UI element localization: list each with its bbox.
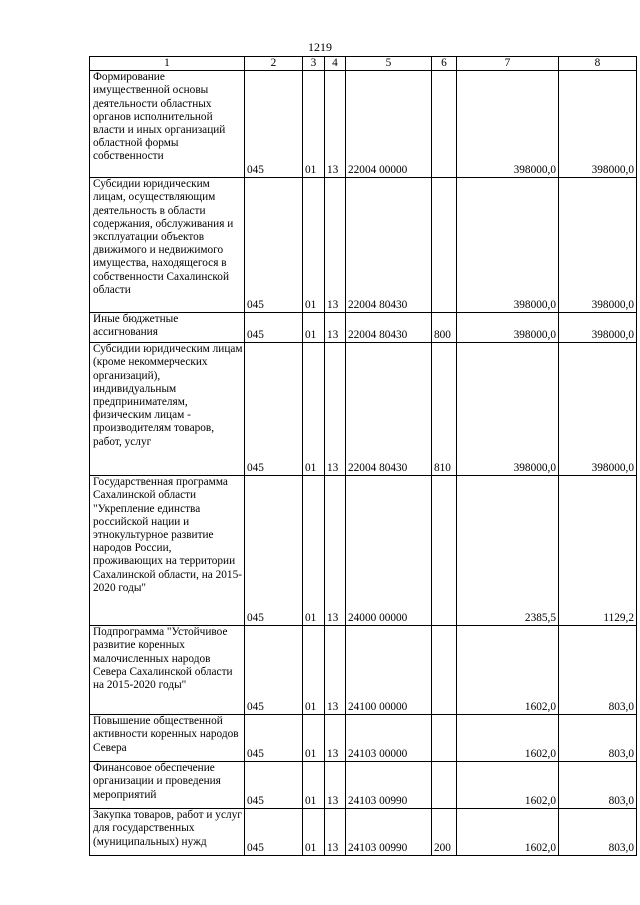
amount-col8: 398000,0 xyxy=(559,313,637,343)
amount-col7: 2385,5 xyxy=(457,476,559,626)
amount-col8: 398000,0 xyxy=(559,178,637,313)
subsection-code: 13 xyxy=(325,626,346,715)
expense-type-code xyxy=(432,178,457,313)
amount-col7: 1602,0 xyxy=(457,715,559,762)
ministry-code: 045 xyxy=(245,71,303,178)
target-article-code: 22004 00000 xyxy=(346,71,432,178)
section-code: 01 xyxy=(303,178,325,313)
header-cell: 3 xyxy=(303,57,325,71)
expense-type-code: 810 xyxy=(432,343,457,476)
table-row xyxy=(90,762,637,809)
subsection-code: 13 xyxy=(325,71,346,178)
section-code: 01 xyxy=(303,762,325,809)
expense-type-code xyxy=(432,762,457,809)
item-name: Формирование имущественной основы деятельности областных органов исполнительной власти и иных организаций областной формы собственности xyxy=(90,71,245,178)
amount-col8: 398000,0 xyxy=(559,71,637,178)
amount-col8: 803,0 xyxy=(559,809,637,856)
table-row xyxy=(90,715,637,762)
amount-col7: 398000,0 xyxy=(457,178,559,313)
subsection-code: 13 xyxy=(325,715,346,762)
header-cell: 1 xyxy=(90,57,245,71)
header-cell: 6 xyxy=(432,57,457,71)
ministry-code: 045 xyxy=(245,343,303,476)
expense-type-code xyxy=(432,71,457,178)
target-article-code: 22004 80430 xyxy=(346,343,432,476)
section-code: 01 xyxy=(303,343,325,476)
amount-col7: 1602,0 xyxy=(457,626,559,715)
subsection-code: 13 xyxy=(325,476,346,626)
target-article-code: 24100 00000 xyxy=(346,626,432,715)
table-row xyxy=(90,178,637,313)
ministry-code: 045 xyxy=(245,762,303,809)
item-name: Подпрограмма "Устойчивое развитие коренных малочисленных народов Севера Сахалинской области на 2015-2020 годы" xyxy=(90,626,245,715)
subsection-code: 13 xyxy=(325,762,346,809)
target-article-code: 24103 00990 xyxy=(346,809,432,856)
subsection-code: 13 xyxy=(325,343,346,476)
target-article-code: 22004 80430 xyxy=(346,178,432,313)
target-article-code: 22004 80430 xyxy=(346,313,432,343)
item-name: Повышение общественной активности коренных народов Севера xyxy=(90,715,245,762)
ministry-code: 045 xyxy=(245,809,303,856)
expense-type-code xyxy=(432,626,457,715)
ministry-code: 045 xyxy=(245,715,303,762)
amount-col8: 1129,2 xyxy=(559,476,637,626)
page-number: 1219 xyxy=(308,40,332,54)
subsection-code: 13 xyxy=(325,313,346,343)
ministry-code: 045 xyxy=(245,178,303,313)
item-name: Финансовое обеспечение организации и проведения мероприятий xyxy=(90,762,245,809)
item-name: Субсидии юридическим лицам (кроме некоммерческих организаций), индивидуальным предпринимателям, физическим лицам - производителям товаров, работ, услуг xyxy=(90,343,245,476)
target-article-code: 24103 00990 xyxy=(346,762,432,809)
budget-table xyxy=(89,56,637,856)
item-name: Субсидии юридическим лицам, осуществляющим деятельность в области содержания, обслуживания и эксплуатации объектов движимого и недвижимого имущества, находящегося в собственности Сахалинской области xyxy=(90,178,245,313)
section-code: 01 xyxy=(303,809,325,856)
amount-col7: 398000,0 xyxy=(457,313,559,343)
amount-col8: 398000,0 xyxy=(559,343,637,476)
table-row xyxy=(90,809,637,856)
subsection-code: 13 xyxy=(325,809,346,856)
table-header-row xyxy=(90,57,637,71)
amount-col8: 803,0 xyxy=(559,715,637,762)
table-row xyxy=(90,626,637,715)
amount-col7: 1602,0 xyxy=(457,809,559,856)
amount-col8: 803,0 xyxy=(559,626,637,715)
ministry-code: 045 xyxy=(245,626,303,715)
amount-col8: 803,0 xyxy=(559,762,637,809)
item-name: Иные бюджетные ассигнования xyxy=(90,313,245,343)
item-name: Закупка товаров, работ и услуг для государственных (муниципальных) нужд xyxy=(90,809,245,856)
amount-col7: 398000,0 xyxy=(457,71,559,178)
amount-col7: 1602,0 xyxy=(457,762,559,809)
target-article-code: 24103 00000 xyxy=(346,715,432,762)
header-cell: 7 xyxy=(457,57,559,71)
item-name: Государственная программа Сахалинской области "Укрепление единства российской нации и этнокультурное развитие народов России, проживающих на территории Сахалинской области, на 2015-2020 годы" xyxy=(90,476,245,626)
subsection-code: 13 xyxy=(325,178,346,313)
header-cell: 4 xyxy=(325,57,346,71)
section-code: 01 xyxy=(303,715,325,762)
header-cell: 2 xyxy=(245,57,303,71)
section-code: 01 xyxy=(303,313,325,343)
table-row xyxy=(90,476,637,626)
ministry-code: 045 xyxy=(245,313,303,343)
header-cell: 8 xyxy=(559,57,637,71)
table-row xyxy=(90,71,637,178)
expense-type-code: 200 xyxy=(432,809,457,856)
header-cell: 5 xyxy=(346,57,432,71)
table-row xyxy=(90,343,637,476)
ministry-code: 045 xyxy=(245,476,303,626)
section-code: 01 xyxy=(303,476,325,626)
expense-type-code: 800 xyxy=(432,313,457,343)
amount-col7: 398000,0 xyxy=(457,343,559,476)
target-article-code: 24000 00000 xyxy=(346,476,432,626)
expense-type-code xyxy=(432,476,457,626)
section-code: 01 xyxy=(303,626,325,715)
table-row xyxy=(90,313,637,343)
expense-type-code xyxy=(432,715,457,762)
section-code: 01 xyxy=(303,71,325,178)
